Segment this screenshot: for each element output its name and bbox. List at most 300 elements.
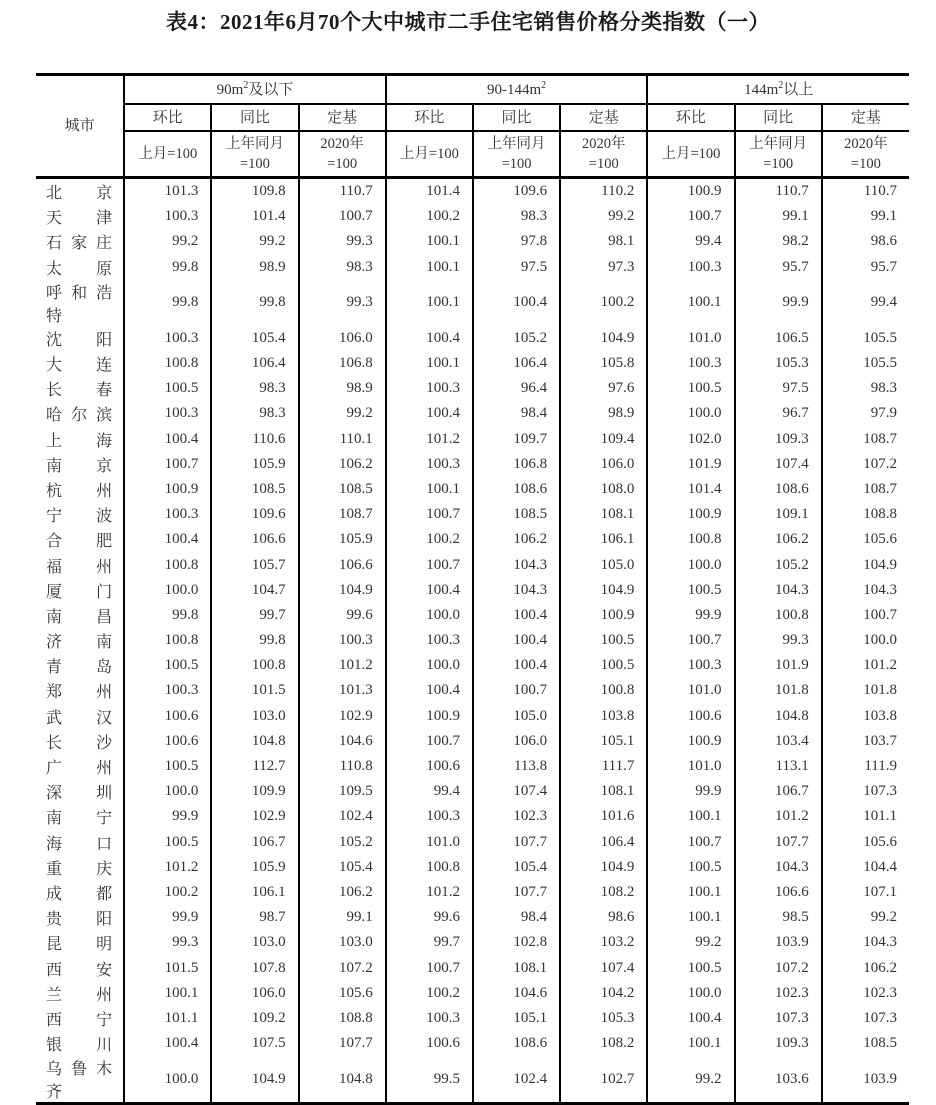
index-value: 104.9 [560,578,647,603]
index-value: 107.7 [473,830,560,855]
index-value: 101.2 [299,653,386,678]
index-value: 100.5 [124,830,211,855]
metric-header-mom: 环比 [124,104,211,131]
index-value: 105.6 [299,981,386,1006]
city-name: 昆明 [36,930,124,955]
table-row [36,204,909,229]
index-value: 103.9 [735,930,822,955]
base-label-line2: =100 [240,156,270,172]
index-value: 100.2 [386,527,473,552]
index-value: 104.3 [735,855,822,880]
index-value: 100.4 [473,653,560,678]
index-value: 97.9 [870,405,897,422]
index-value: 102.3 [863,984,897,1001]
index-value: 104.7 [211,578,298,603]
index-value: 102.3 [735,981,822,1006]
city-name: 哈尔滨 [36,401,124,426]
index-value: 99.4 [647,229,734,254]
city-name: 合肥 [36,527,124,552]
index-value: 100.0 [124,779,211,804]
city-name: 沈阳 [36,326,124,351]
base-header-yoy [735,131,822,178]
index-value: 107.7 [473,880,560,905]
index-value: 103.2 [560,930,647,955]
city-name: 成都 [36,880,124,905]
index-value: 100.5 [124,754,211,779]
base-label-line1: 上月=100 [661,146,721,162]
index-value: 100.9 [647,729,734,754]
index-value: 100.0 [647,552,734,577]
index-value: 101.9 [735,653,822,678]
index-value: 107.2 [863,455,897,472]
metric-header-fixed-base: 定基 [822,104,909,131]
index-value: 98.3 [870,380,897,397]
table-row [36,628,909,653]
index-value: 100.1 [386,280,473,326]
index-value: 100.2 [386,204,473,229]
city-name: 长春 [36,376,124,401]
index-value: 100.0 [124,578,211,603]
index-value: 99.8 [211,628,298,653]
index-value: 99.2 [299,401,386,426]
index-value: 105.9 [211,855,298,880]
index-value: 104.3 [473,578,560,603]
base-header-yoy [211,131,298,178]
index-value: 104.9 [560,326,647,351]
index-value: 100.1 [386,255,473,280]
index-value: 100.4 [473,280,560,326]
index-value: 99.3 [735,628,822,653]
index-value: 113.1 [735,754,822,779]
index-value: 100.1 [124,981,211,1006]
table-row [36,477,909,502]
index-value: 109.6 [211,502,298,527]
city-name: 长沙 [36,729,124,754]
table-row [36,830,909,855]
index-value: 98.2 [735,229,822,254]
table-row [36,704,909,729]
index-value: 99.9 [735,280,822,326]
index-value: 100.5 [560,653,647,678]
index-value: 100.3 [386,452,473,477]
index-value: 111.7 [560,754,647,779]
index-value: 108.8 [863,506,897,523]
table-row [36,981,909,1006]
index-value: 100.1 [386,477,473,502]
city-name: 南京 [36,452,124,477]
index-value: 101.3 [299,678,386,703]
index-value: 98.7 [211,905,298,930]
index-value: 100.0 [386,603,473,628]
index-value: 100.5 [647,955,734,980]
index-value: 100.9 [647,178,734,205]
index-value: 107.4 [735,452,822,477]
index-value: 99.2 [560,204,647,229]
index-value: 100.2 [124,880,211,905]
index-value: 100.2 [560,280,647,326]
index-value: 101.5 [211,678,298,703]
index-value: 102.0 [647,427,734,452]
index-value: 103.9 [822,1056,909,1104]
index-value: 99.8 [124,280,211,326]
index-value: 101.2 [124,855,211,880]
table-row [36,502,909,527]
index-value: 97.5 [473,255,560,280]
index-value: 100.8 [647,527,734,552]
index-value: 105.2 [735,552,822,577]
index-value: 106.1 [560,527,647,552]
index-value: 110.7 [863,183,897,200]
table-row [36,804,909,829]
index-value: 105.6 [863,833,897,850]
index-value: 98.3 [211,376,298,401]
table-title: 表4：2021年6月70个大中城市二手住宅销售价格分类指数（一） [166,10,770,34]
index-value: 99.7 [386,930,473,955]
index-value: 109.1 [735,502,822,527]
index-value: 100.1 [647,880,734,905]
city-name: 太原 [36,255,124,280]
base-label-line1: 2020年 [320,136,364,152]
index-value: 100.0 [647,981,734,1006]
index-value: 100.7 [386,552,473,577]
index-value: 98.9 [560,401,647,426]
index-value: 103.8 [863,707,897,724]
index-value: 106.8 [299,351,386,376]
index-value: 101.0 [647,754,734,779]
index-value: 108.7 [863,430,897,447]
index-value: 108.6 [735,477,822,502]
index-value: 110.1 [299,427,386,452]
index-value: 111.9 [864,758,897,775]
index-value: 100.7 [647,204,734,229]
city-name: 南昌 [36,603,124,628]
index-value: 100.3 [386,628,473,653]
index-value: 100.5 [647,376,734,401]
table-row [36,326,909,351]
index-value: 102.9 [299,704,386,729]
index-value: 98.9 [299,376,386,401]
city-name: 乌鲁木齐 [36,1056,124,1104]
index-value: 100.2 [386,981,473,1006]
index-value: 110.8 [299,754,386,779]
index-value: 106.2 [735,527,822,552]
index-value: 104.6 [473,981,560,1006]
index-value: 95.7 [870,258,897,275]
index-value: 100.0 [386,653,473,678]
index-value: 110.7 [299,178,386,205]
index-value: 105.3 [560,1006,647,1031]
base-label-line2: =100 [327,156,358,172]
metric-header-fixed-base: 定基 [299,104,386,131]
index-value: 100.1 [386,229,473,254]
index-value: 104.8 [735,704,822,729]
index-value: 108.1 [560,502,647,527]
base-label-line2: =100 [763,156,794,172]
city-name: 南宁 [36,804,124,829]
index-value: 100.3 [386,804,473,829]
index-value: 105.4 [211,326,298,351]
index-value: 105.1 [473,1006,560,1031]
index-value: 101.0 [647,678,734,703]
index-value: 99.3 [299,229,386,254]
table-row [36,427,909,452]
index-value: 99.2 [647,1056,734,1104]
index-value: 103.0 [211,704,298,729]
index-value: 100.1 [647,1031,734,1056]
base-label-line1: 2020年 [844,136,888,152]
index-value: 100.8 [124,351,211,376]
table-row [36,578,909,603]
table-body [36,178,909,1104]
index-value: 99.4 [870,294,897,311]
index-value: 100.0 [647,401,734,426]
city-name: 重庆 [36,855,124,880]
base-header-yoy [473,131,560,178]
index-value: 98.1 [560,229,647,254]
index-value: 108.7 [863,480,897,497]
index-value: 108.1 [560,779,647,804]
index-value: 107.4 [473,779,560,804]
index-value: 100.8 [124,628,211,653]
index-value: 108.5 [299,477,386,502]
index-value: 98.6 [870,233,897,250]
index-value: 99.9 [124,905,211,930]
index-value: 108.8 [299,1006,386,1031]
index-value: 101.8 [735,678,822,703]
index-value: 106.7 [211,830,298,855]
index-value: 95.7 [735,255,822,280]
table-row [36,178,909,205]
index-value: 109.6 [473,178,560,205]
price-index-table [36,73,909,1105]
index-value: 99.6 [299,603,386,628]
base-label-line1: 上年同月 [749,136,808,152]
table-row [36,855,909,880]
index-value: 101.5 [124,955,211,980]
index-value: 105.8 [560,351,647,376]
metric-header-yoy: 同比 [735,104,822,131]
index-value: 107.2 [299,955,386,980]
city-name: 大连 [36,351,124,376]
index-value: 99.1 [870,208,897,225]
table-row [36,229,909,254]
index-value: 110.2 [560,178,647,205]
base-header-fixed-base [822,131,909,178]
index-value: 110.7 [735,178,822,205]
index-value: 100.3 [386,1006,473,1031]
index-value: 102.4 [473,1056,560,1104]
index-value: 106.0 [299,326,386,351]
index-value: 99.2 [647,930,734,955]
table-row [36,729,909,754]
index-value: 106.6 [735,880,822,905]
index-value: 106.2 [473,527,560,552]
index-value: 106.2 [299,880,386,905]
index-value: 100.7 [386,729,473,754]
index-value: 100.4 [124,527,211,552]
index-value: 100.4 [124,427,211,452]
city-column-header: 城市 [36,75,124,178]
index-value: 100.3 [124,502,211,527]
index-value: 99.5 [386,1056,473,1104]
index-value: 101.0 [647,326,734,351]
base-label-line1: 上年同月 [225,136,284,152]
base-label-line2: =100 [588,156,619,172]
base-label-line2: =100 [501,156,532,172]
index-value: 99.2 [124,229,211,254]
index-value: 103.0 [211,930,298,955]
index-value: 101.1 [124,1006,211,1031]
index-value: 100.6 [124,704,211,729]
index-value: 105.5 [863,355,897,372]
index-value: 106.4 [560,830,647,855]
index-value: 105.4 [299,855,386,880]
index-value: 104.4 [863,858,897,875]
index-value: 100.8 [386,855,473,880]
index-value: 101.0 [386,830,473,855]
index-value: 103.7 [863,732,897,749]
index-value: 100.8 [735,603,822,628]
index-value: 104.3 [735,578,822,603]
index-value: 100.6 [124,729,211,754]
index-value: 100.3 [386,376,473,401]
index-value: 103.4 [735,729,822,754]
index-value: 99.6 [386,905,473,930]
index-value: 100.0 [863,632,897,649]
index-value: 108.2 [560,1031,647,1056]
index-value: 100.6 [647,704,734,729]
table-row [36,653,909,678]
city-name: 呼和浩特 [36,280,124,326]
index-value: 104.6 [299,729,386,754]
city-name: 杭州 [36,477,124,502]
index-value: 100.9 [124,477,211,502]
table-row [36,905,909,930]
city-name: 西宁 [36,1006,124,1031]
index-value: 109.5 [299,779,386,804]
index-value: 99.3 [299,280,386,326]
index-value: 102.4 [299,804,386,829]
index-value: 98.3 [299,255,386,280]
table-row [36,1056,909,1104]
index-value: 107.8 [211,955,298,980]
index-value: 105.4 [473,855,560,880]
index-value: 108.0 [560,477,647,502]
city-name: 上海 [36,427,124,452]
index-value: 100.4 [124,1031,211,1056]
index-value: 97.3 [560,255,647,280]
table-row [36,955,909,980]
index-value: 108.1 [473,955,560,980]
index-value: 105.9 [299,527,386,552]
index-value: 106.1 [211,880,298,905]
index-value: 97.8 [473,229,560,254]
index-value: 107.3 [863,783,897,800]
city-name: 天津 [36,204,124,229]
index-value: 109.7 [473,427,560,452]
index-value: 100.6 [386,754,473,779]
city-name: 海口 [36,830,124,855]
index-value: 100.0 [124,1056,211,1104]
table-row [36,930,909,955]
index-value: 107.7 [735,830,822,855]
index-value: 107.7 [299,1031,386,1056]
city-name: 武汉 [36,704,124,729]
metric-header-yoy: 同比 [211,104,298,131]
index-value: 99.2 [870,909,897,926]
index-value: 100.7 [647,830,734,855]
index-value: 108.6 [473,1031,560,1056]
base-label-line1: 上月=100 [138,146,198,162]
index-value: 104.9 [299,578,386,603]
index-value: 108.2 [560,880,647,905]
index-value: 105.7 [211,552,298,577]
index-value: 108.5 [473,502,560,527]
index-value: 100.7 [863,606,897,623]
table-row [36,779,909,804]
index-value: 98.3 [473,204,560,229]
header-row-metrics [36,104,909,131]
index-value: 99.8 [124,255,211,280]
index-value: 100.6 [386,1031,473,1056]
base-label-line1: 上年同月 [487,136,546,152]
index-value: 99.1 [299,905,386,930]
index-value: 109.4 [560,427,647,452]
city-name: 兰州 [36,981,124,1006]
table-row [36,880,909,905]
index-value: 100.4 [473,603,560,628]
index-value: 104.9 [560,855,647,880]
index-value: 106.2 [299,452,386,477]
index-value: 100.4 [386,326,473,351]
table-row [36,527,909,552]
index-value: 107.3 [735,1006,822,1031]
index-value: 106.0 [473,729,560,754]
index-value: 100.3 [124,204,211,229]
index-value: 101.2 [735,804,822,829]
index-value: 101.3 [124,178,211,205]
index-value: 105.3 [735,351,822,376]
base-header-fixed-base [299,131,386,178]
index-value: 109.8 [211,178,298,205]
index-value: 100.8 [124,552,211,577]
index-value: 100.3 [124,401,211,426]
index-value: 106.7 [735,779,822,804]
index-value: 109.3 [735,427,822,452]
base-label-line1: 上月=100 [399,146,459,162]
index-value: 107.1 [863,883,897,900]
city-name: 郑州 [36,678,124,703]
index-value: 104.3 [863,581,897,598]
index-value: 105.0 [473,704,560,729]
index-value: 99.7 [211,603,298,628]
index-value: 108.7 [299,502,386,527]
index-value: 103.0 [299,930,386,955]
index-value: 107.3 [863,1009,897,1026]
index-value: 100.1 [647,905,734,930]
index-value: 104.8 [299,1056,386,1104]
index-value: 99.9 [647,603,734,628]
index-value: 101.4 [647,477,734,502]
index-value: 106.5 [735,326,822,351]
index-value: 100.3 [647,255,734,280]
index-value: 105.9 [211,452,298,477]
index-value: 98.6 [560,905,647,930]
index-value: 100.9 [560,603,647,628]
index-value: 107.5 [211,1031,298,1056]
index-value: 98.9 [211,255,298,280]
index-value: 104.9 [863,556,897,573]
